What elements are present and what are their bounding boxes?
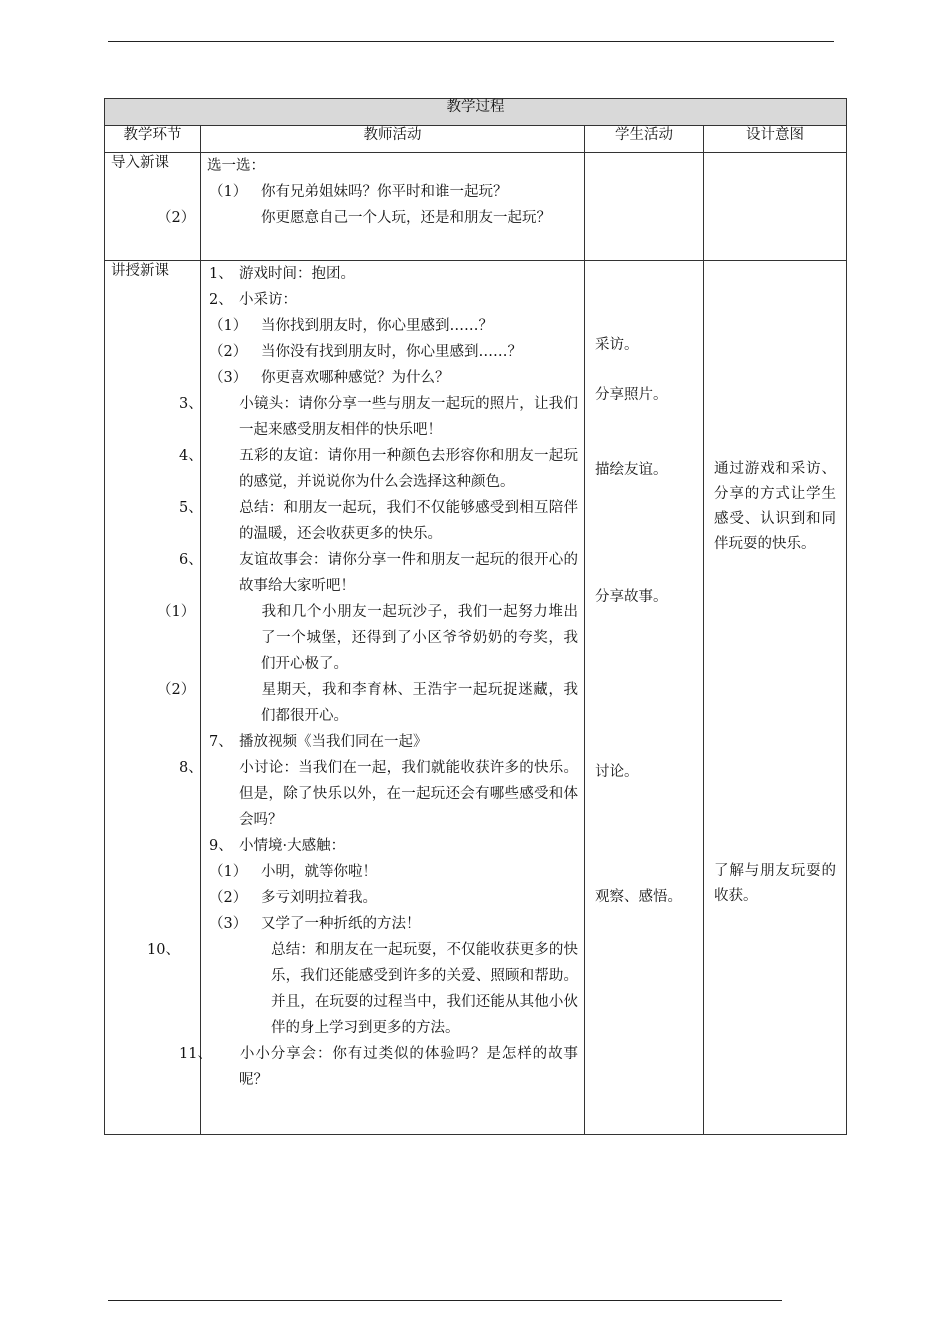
main-design-cell — [704, 261, 847, 1135]
main-line — [201, 729, 584, 755]
main-line-text: 小情境·大感触： — [239, 838, 346, 854]
main-line-num: （2） — [209, 890, 248, 906]
main-line — [201, 261, 584, 287]
stage-intro: 导入新课 — [105, 153, 201, 261]
intro-teacher-cell — [157, 153, 585, 261]
main-line — [201, 885, 584, 911]
header-rule — [108, 41, 834, 42]
main-student-cell — [585, 261, 704, 1135]
table-title: 教学过程 — [105, 99, 847, 126]
main-line-text: 总结：和朋友一起玩，我们不仅能够感受到相互陪伴的温暖，还会收获更多的快乐。 — [239, 500, 578, 542]
header-student-activity: 学生活动 — [585, 126, 704, 153]
intro-design-cell — [704, 153, 847, 261]
main-line-text: 星期天，我和李育林、王浩宇一起玩捉迷藏，我们都很开心。 — [261, 682, 578, 724]
main-line — [201, 287, 584, 313]
main-line — [179, 495, 584, 547]
main-line — [201, 833, 584, 859]
main-line-text: 五彩的友谊：请你用一种颜色去形容你和朋友一起玩的感觉，并说说你为什么会选择这种颜色。 — [239, 448, 578, 490]
main-line-num: 4、 — [179, 448, 203, 464]
intro-line — [157, 205, 584, 231]
main-line-text: 总结：和朋友在一起玩耍，不仅能收获更多的快乐，我们还能感受到许多的关爱、照顾和帮助。并且，在玩耍的过程当中，我们还能从其他小伙伴的身上学习到更多的方法。 — [271, 942, 578, 1036]
design-intent: 了解与朋友玩耍的收获。 — [714, 863, 836, 904]
intro-line-num: （2） — [157, 210, 196, 226]
main-line-num: （1） — [157, 604, 196, 620]
main-line-num: （2） — [157, 682, 196, 698]
main-line-text: 多亏刘明拉着我。 — [261, 890, 377, 906]
teaching-process-table — [104, 98, 847, 1135]
header-stage: 教学环节 — [105, 126, 201, 153]
stage-main: 讲授新课 — [105, 261, 201, 1135]
main-line — [201, 339, 584, 365]
main-line-text: 友谊故事会：请你分享一件和朋友一起玩的很开心的故事给大家听吧！ — [239, 552, 578, 594]
student-note: 采访。 — [595, 337, 639, 353]
student-note: 分享照片。 — [595, 387, 668, 403]
intro-line-text: 你有兄弟姐妹吗？你平时和谁一起玩？ — [261, 184, 508, 200]
footer-rule — [108, 1300, 782, 1301]
main-line — [179, 443, 584, 495]
main-teacher-cell — [147, 261, 585, 1135]
main-line-num: 11、 — [179, 1046, 212, 1062]
main-line-text: 小讨论：当我们在一起，我们就能收获许多的快乐。但是，除了快乐以外，在一起玩还会有哪些感受和体会吗？ — [239, 760, 578, 828]
main-line-text: 播放视频《当我们同在一起》 — [239, 734, 428, 750]
main-line-num: 5、 — [179, 500, 203, 516]
intro-line-text: 你更愿意自己一个人玩，还是和朋友一起玩？ — [261, 210, 551, 226]
main-line-text: 你更喜欢哪种感觉？为什么？ — [261, 370, 450, 386]
main-line — [157, 599, 584, 677]
main-line-num: 2、 — [209, 292, 233, 308]
main-line-text: 小小分享会：你有过类似的体验吗？是怎样的故事呢？ — [239, 1046, 578, 1088]
main-line-num: （3） — [209, 370, 248, 386]
main-line-num: 7、 — [209, 734, 233, 750]
main-line — [179, 755, 584, 833]
main-line-text: 小采访： — [239, 292, 297, 308]
main-line-num: （3） — [209, 916, 248, 932]
main-line — [147, 937, 584, 1041]
intro-line — [201, 179, 584, 205]
main-line-text: 游戏时间：抱团。 — [239, 266, 355, 282]
intro-line-text: 选一选： — [207, 158, 265, 174]
main-line-num: （2） — [209, 344, 248, 360]
intro-student-cell — [585, 153, 704, 261]
main-line-num: （1） — [209, 864, 248, 880]
design-intent: 通过游戏和采访、分享的方式让学生感受、认识到和同伴玩耍的快乐。 — [714, 461, 836, 552]
main-line-text: 我和几个小朋友一起玩沙子，我们一起努力堆出了一个城堡，还得到了小区爷爷奶奶的夸奖，我们开心极了。 — [261, 604, 578, 672]
main-line — [179, 1041, 584, 1093]
student-note: 描绘友谊。 — [595, 462, 668, 478]
student-note: 讨论。 — [595, 764, 639, 780]
header-design-intent: 设计意图 — [704, 126, 847, 153]
student-note: 观察、感悟。 — [595, 889, 682, 905]
main-line — [179, 391, 584, 443]
main-line-text: 当你没有找到朋友时，你心里感到……？ — [261, 344, 522, 360]
main-line-num: 8、 — [179, 760, 203, 776]
main-line-text: 小明，就等你啦！ — [261, 864, 377, 880]
main-line — [201, 859, 584, 885]
main-line-num: 3、 — [179, 396, 203, 412]
main-line — [179, 547, 584, 599]
main-line-text: 当你找到朋友时，你心里感到……？ — [261, 318, 493, 334]
main-line-num: 10、 — [147, 942, 180, 958]
main-line-num: 9、 — [209, 838, 233, 854]
header-teacher-activity: 教师活动 — [201, 126, 585, 153]
main-line — [201, 365, 584, 391]
main-line — [201, 911, 584, 937]
main-line-text: 又学了一种折纸的方法！ — [261, 916, 421, 932]
main-line — [157, 677, 584, 729]
main-line-num: 6、 — [179, 552, 203, 568]
main-line-num: 1、 — [209, 266, 233, 282]
main-line-num: （1） — [209, 318, 248, 334]
main-line-text: 小镜头：请你分享一些与朋友一起玩的照片，让我们一起来感受朋友相伴的快乐吧！ — [239, 396, 578, 438]
intro-line-num: （1） — [209, 184, 248, 200]
student-note: 分享故事。 — [595, 589, 668, 605]
main-line — [201, 313, 584, 339]
intro-line — [201, 153, 584, 179]
